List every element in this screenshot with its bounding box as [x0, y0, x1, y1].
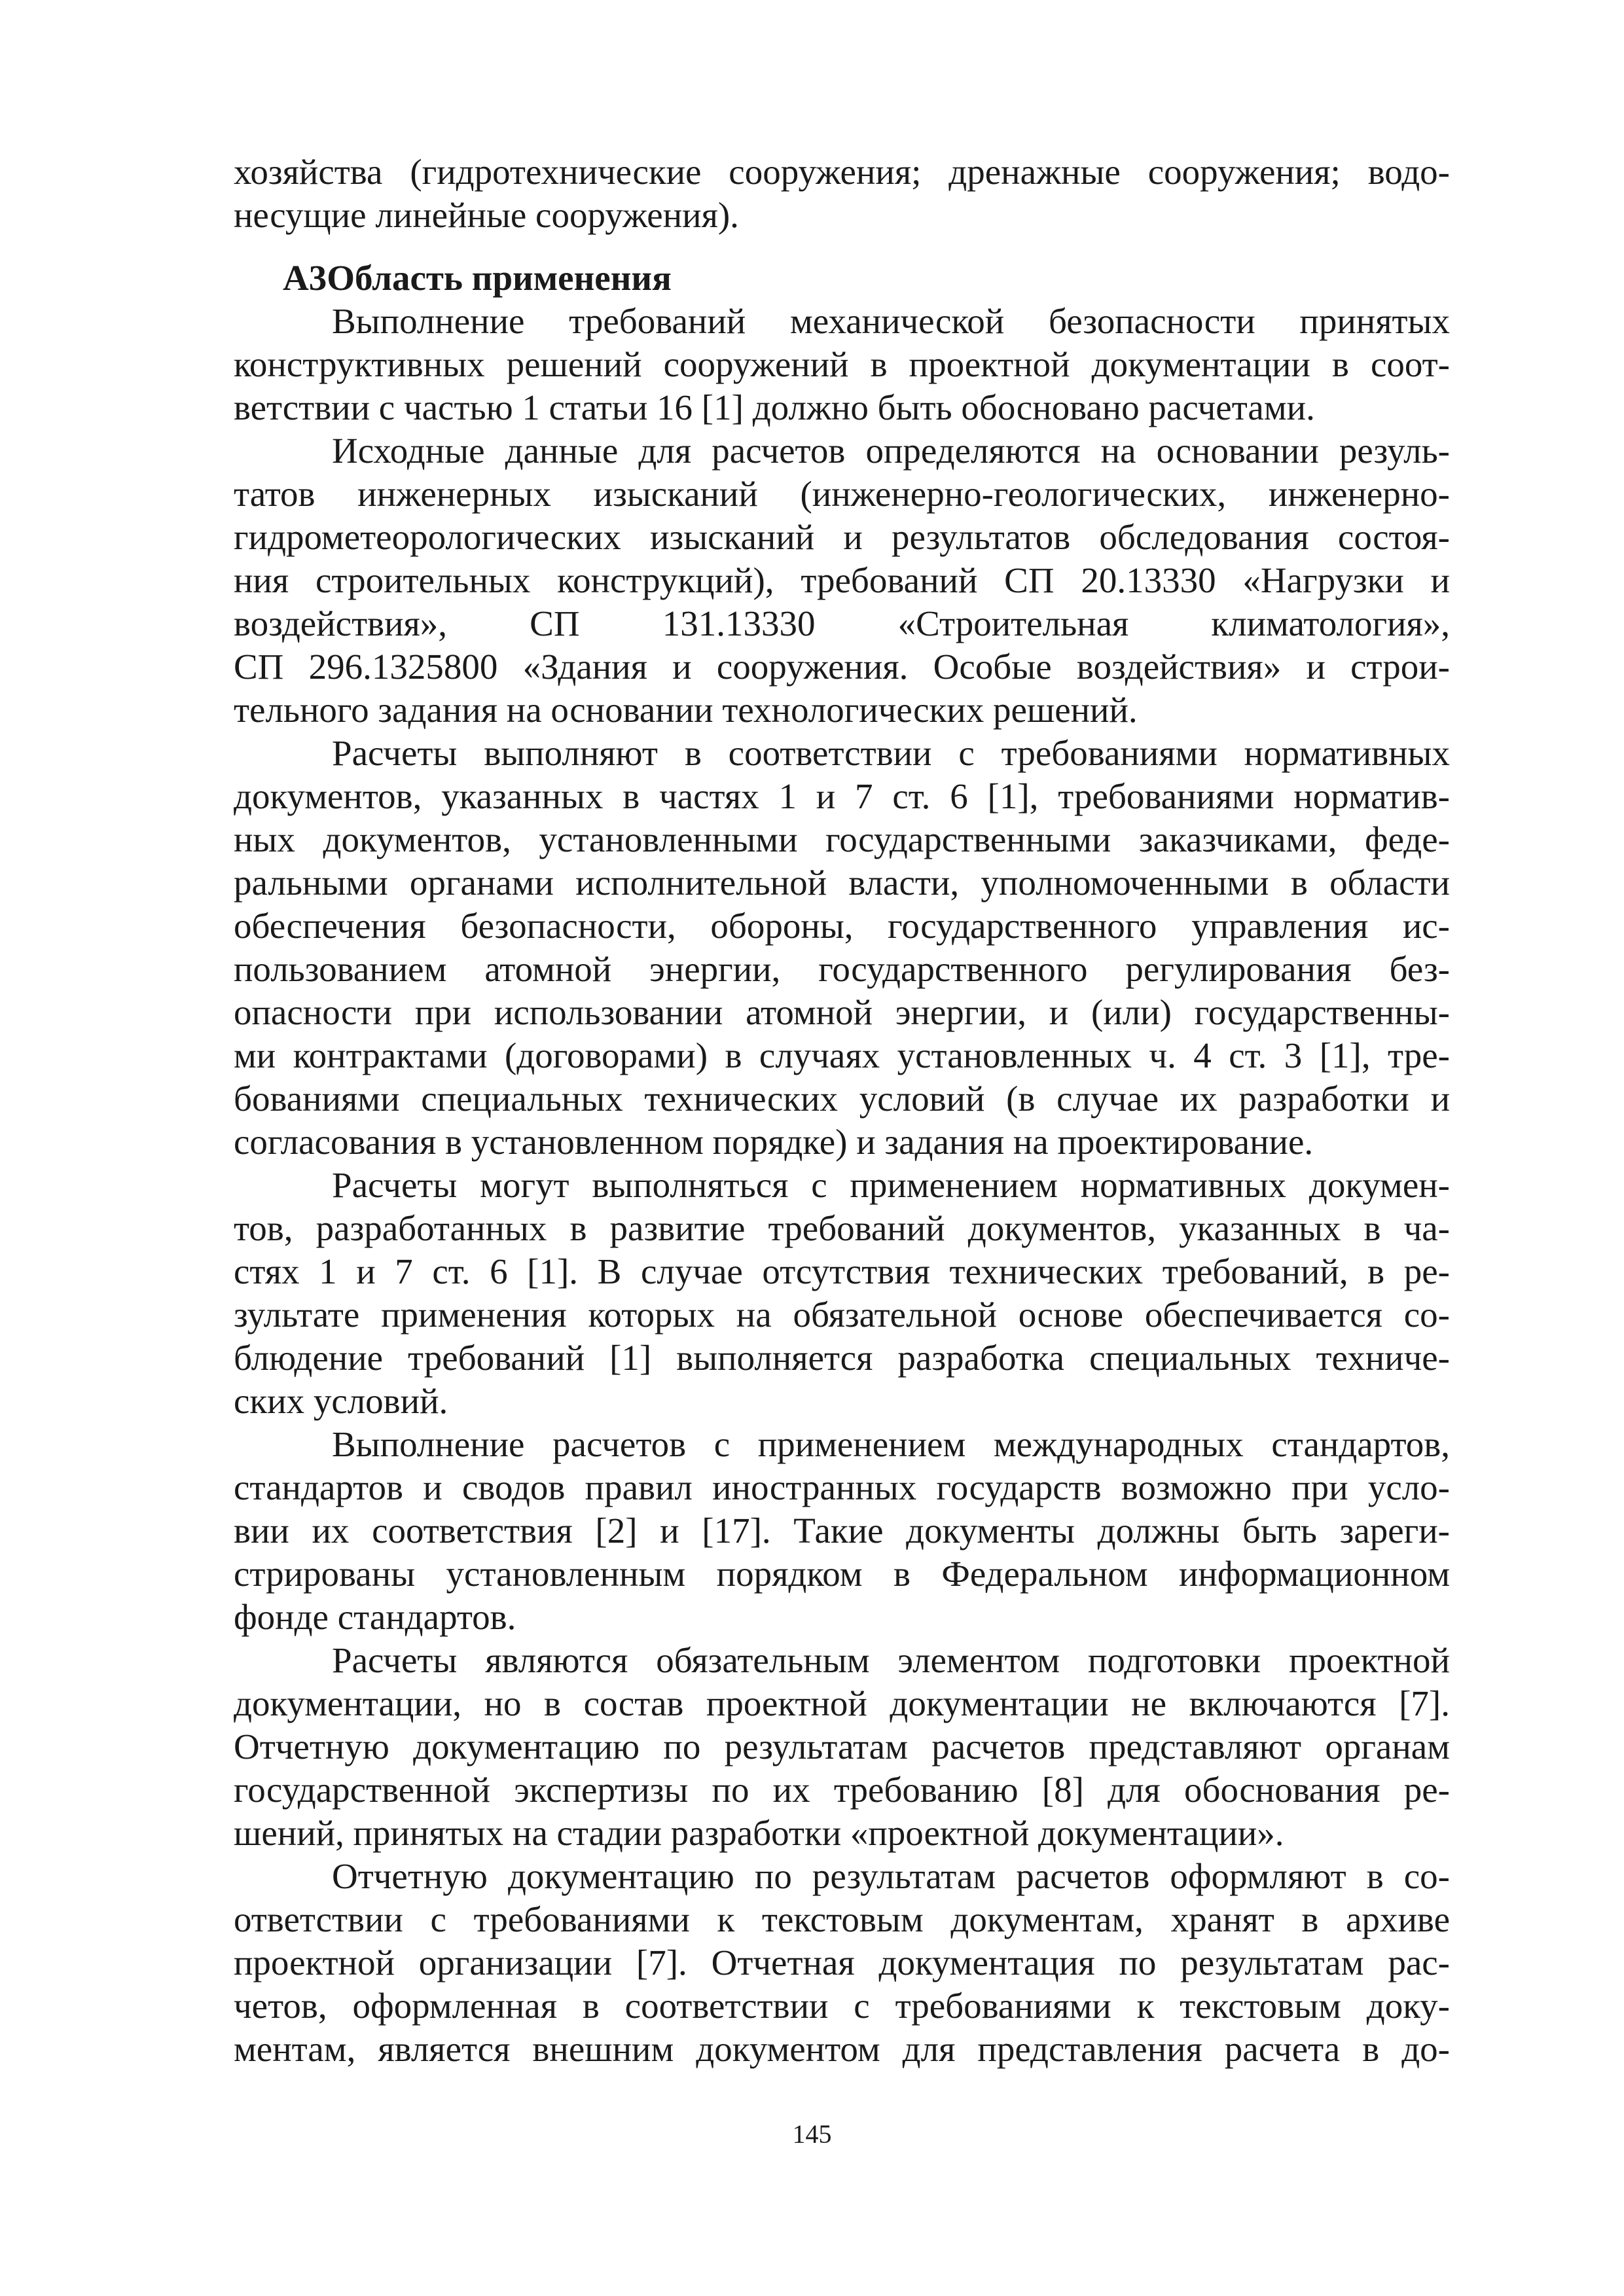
text-line: пользованием атомной энергии, государственного регулирования без- [234, 949, 1450, 989]
text-line: стях 1 и 7 ст. 6 [1]. В случае отсутствия технических требований, в ре- [234, 1251, 1450, 1291]
text-line: Исходные данные для расчетов определяются на основании резуль- [332, 431, 1450, 471]
text-line: согласования в установленном порядке) и задания на проектирование. [234, 1122, 1314, 1162]
text-line: Расчеты могут выполняться с применением нормативных докумен- [332, 1165, 1450, 1205]
text-line: гидрометеорологических изысканий и результатов обследования состоя- [234, 517, 1450, 557]
text-line: ральными органами исполнительной власти, уполномоченными в области [234, 863, 1450, 903]
text-line: тельного задания на основании технологических решений. [234, 690, 1138, 730]
text-line: государственной экспертизы по их требованию [8] для обоснования ре- [234, 1770, 1450, 1810]
text-line: документации, но в состав проектной документации не включаются [7]. [234, 1683, 1450, 1723]
text-line: Расчеты являются обязательным элементом подготовки проектной [332, 1640, 1450, 1680]
text-line: Выполнение расчетов с применением международных стандартов, [332, 1424, 1450, 1464]
paragraph-5 [234, 1423, 1450, 1639]
text-line: шений, принятых на стадии разработки «проектной документации». [234, 1813, 1284, 1853]
text-line: ных документов, установленными государственными заказчиками, феде- [234, 819, 1450, 859]
text-line: ответствии с требованиями к текстовым документам, хранят в архиве [234, 1899, 1450, 1939]
page-number: 145 [792, 2119, 832, 2149]
text-line: ми контрактами (договорами) в случаях установленных ч. 4 ст. 3 [1], тре- [234, 1035, 1450, 1075]
page-content [234, 151, 1450, 2071]
text-line: зультате применения которых на обязательной основе обеспечивается со- [234, 1295, 1450, 1335]
text-line: СП 296.1325800 «Здания и сооружения. Особые воздействия» и строи- [234, 647, 1450, 687]
text-line: воздействия», СП 131.13330 «Строительная климатология», [234, 603, 1450, 643]
text-line: документов, указанных в частях 1 и 7 ст. 6 [1], требованиями норматив- [234, 776, 1450, 816]
text-line: тов, разработанных в развитие требований документов, указанных в ча- [234, 1208, 1450, 1248]
paragraph-1 [234, 300, 1450, 429]
text-line: Расчеты выполняют в соответствии с требованиями нормативных [332, 733, 1450, 773]
paragraph-2 [234, 429, 1450, 732]
text-line: обеспечения безопасности, обороны, государственного управления ис- [234, 906, 1450, 946]
text-line: опасности при использовании атомной энергии, и (или) государственны- [234, 992, 1450, 1032]
text-line: стандартов и сводов правил иностранных государств возможно при усло- [234, 1467, 1450, 1507]
text-line: Отчетную документацию по результатам расчетов оформляют в со- [332, 1856, 1450, 1896]
text-line: ния строительных конструкций), требований СП 20.13330 «Нагрузки и [234, 560, 1450, 600]
paragraph-3 [234, 732, 1450, 1164]
text-line: ментам, является внешним документом для представления расчета в до- [234, 2029, 1450, 2069]
paragraph-6 [234, 1639, 1450, 1855]
intro-paragraph [234, 151, 1450, 237]
text-line: фонде стандартов. [234, 1597, 516, 1637]
text-line: четов, оформленная в соответствии с требованиями к текстовым доку- [234, 1986, 1450, 2026]
text-line: вии их соответствия [2] и [17]. Такие документы должны быть зареги- [234, 1511, 1450, 1551]
text-line: стрированы установленным порядком в Федеральном информационном [234, 1554, 1450, 1594]
section-heading: А3Область применения [283, 258, 672, 298]
text-line: Отчетную документацию по результатам расчетов представляют органам [234, 1727, 1450, 1767]
text-line: бованиями специальных технических условий (в случае их разработки и [234, 1079, 1450, 1119]
paragraph-7 [234, 1855, 1450, 2071]
text-line: татов инженерных изысканий (инженерно-геологических, инженерно- [234, 474, 1450, 514]
text-line: проектной организации [7]. Отчетная документация по результатам рас- [234, 1943, 1450, 1982]
paragraph-4 [234, 1164, 1450, 1423]
text-line: хозяйства (гидротехнические сооружения; дренажные сооружения; водо- [234, 152, 1450, 192]
text-line: несущие линейные сооружения). [234, 195, 739, 235]
text-line: ских условий. [234, 1381, 448, 1421]
text-line: ветствии с частью 1 статьи 16 [1] должно быть обосновано расчетами. [234, 387, 1315, 427]
text-line: блюдение требований [1] выполняется разработка специальных техниче- [234, 1338, 1450, 1378]
text-line: Выполнение требований механической безопасности принятых [332, 301, 1450, 341]
text-line: конструктивных решений сооружений в проектной документации в соот- [234, 344, 1450, 384]
